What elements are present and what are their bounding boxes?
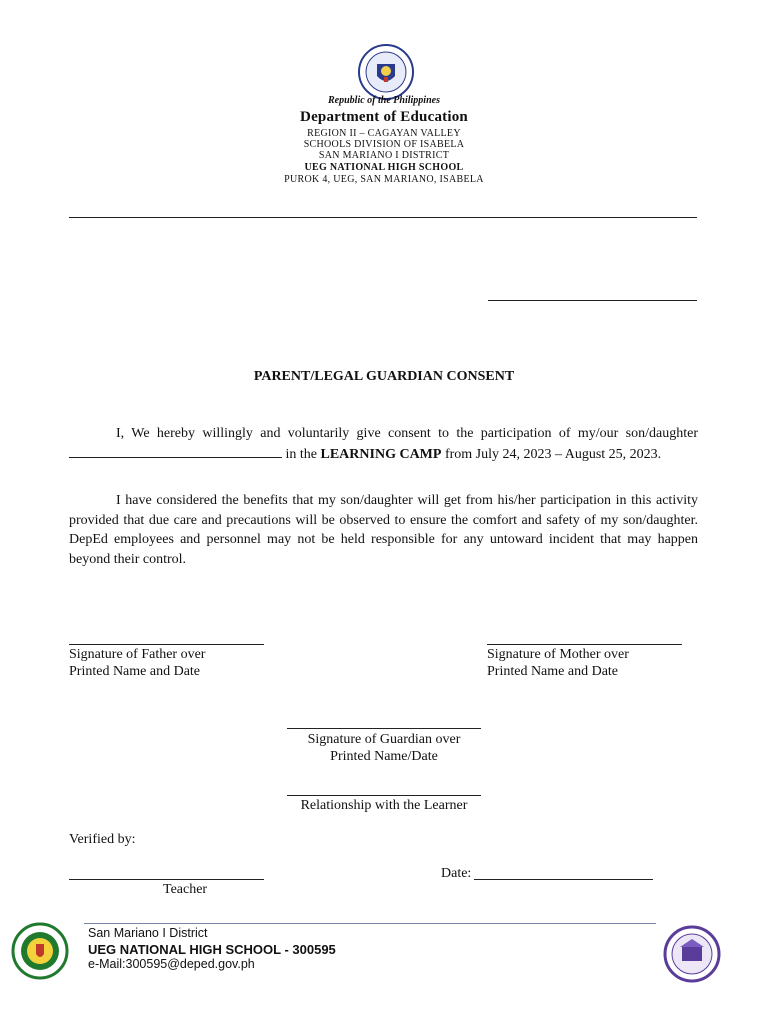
header-republic: Republic of the Philippines xyxy=(328,95,440,106)
consent-text-2: in the xyxy=(282,446,321,462)
guardian-printed-name-label: Printed Name/Date xyxy=(330,749,438,764)
document-title: PARENT/LEGAL GUARDIAN CONSENT xyxy=(253,369,515,384)
consent-paragraph-2 xyxy=(69,491,698,569)
consent-text-3: from July 24, 2023 – August 25, 2023. xyxy=(441,446,662,462)
header-school: UEG NATIONAL HIGH SCHOOL xyxy=(304,162,464,173)
teacher-label: Teacher xyxy=(163,882,208,897)
consent-text-1: I, We hereby willingly and voluntarily give consent to the participation of my/our son/daughter xyxy=(116,426,698,441)
header-district: SAN MARIANO I DISTRICT xyxy=(318,150,450,161)
father-signature-line[interactable] xyxy=(69,644,264,645)
deped-seal-logo xyxy=(358,44,414,100)
header-divider-line xyxy=(69,217,697,218)
father-printed-name-label: Printed Name and Date xyxy=(69,664,201,679)
verified-by-label: Verified by: xyxy=(69,832,136,847)
consent-paragraph-1 xyxy=(69,424,698,464)
header-department: Department of Education xyxy=(300,109,468,125)
relationship-line[interactable] xyxy=(287,795,481,796)
father-signature-block xyxy=(69,646,205,680)
child-name-blank[interactable] xyxy=(69,444,282,458)
deped-division-seal-logo xyxy=(6,922,74,980)
footer-text-block xyxy=(88,926,336,973)
footer-school: UEG NATIONAL HIGH SCHOOL - 300595 xyxy=(88,941,336,957)
date-field-line[interactable] xyxy=(474,879,653,880)
header-division: SCHOOLS DIVISION OF ISABELA xyxy=(303,139,465,150)
relationship-label: Relationship with the Learner xyxy=(300,798,468,813)
header-address: PUROK 4, UEG, SAN MARIANO, ISABELA xyxy=(284,174,484,185)
footer-district: San Mariano I District xyxy=(88,926,208,940)
footer-email: e-Mail:300595@deped.gov.ph xyxy=(88,957,255,971)
guardian-signature-block xyxy=(287,731,481,765)
learning-camp-label: LEARNING CAMP xyxy=(320,446,442,462)
guardian-signature-label: Signature of Guardian over xyxy=(307,732,461,747)
father-signature-label: Signature of Father over xyxy=(69,647,206,662)
header-region: REGION II – CAGAYAN VALLEY xyxy=(307,128,461,139)
ueg-school-seal-logo xyxy=(656,923,728,985)
guardian-signature-line[interactable] xyxy=(287,728,481,729)
consent-text-4: I have considered the benefits that my son/daughter will get from his/her participation in this activity provided that due care and precautions will be observed to ensure the comfort and safety of my son/daughter. DepEd employees and personnel may not be held responsible for any untoward incident that may happen beyond their control. xyxy=(69,493,698,567)
mother-signature-label: Signature of Mother over xyxy=(487,647,629,662)
date-label: Date: xyxy=(441,866,472,881)
footer-divider-line xyxy=(84,923,690,924)
date-blank-line[interactable] xyxy=(488,300,697,301)
mother-printed-name-label: Printed Name and Date xyxy=(487,664,619,679)
mother-signature-block xyxy=(487,646,629,680)
teacher-signature-line[interactable] xyxy=(69,879,264,880)
mother-signature-line[interactable] xyxy=(487,644,682,645)
